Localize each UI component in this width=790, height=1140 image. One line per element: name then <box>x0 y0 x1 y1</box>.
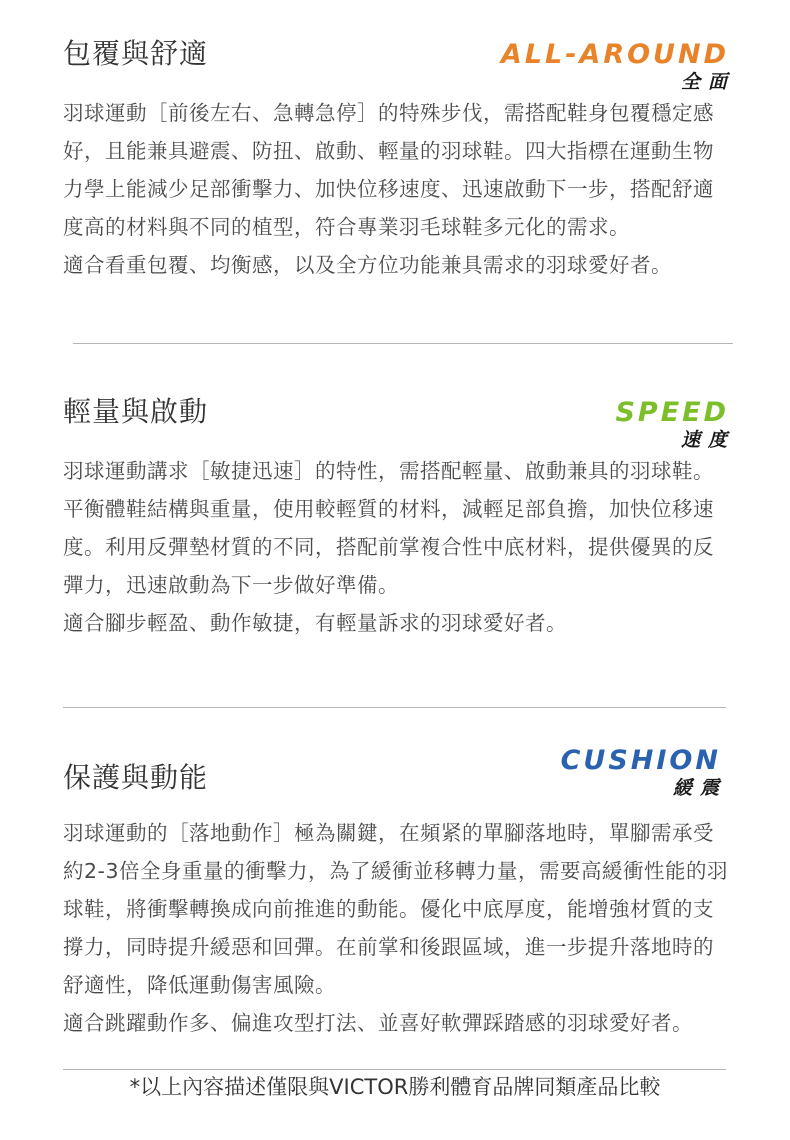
section-suitable-text: 適合跳躍動作多、偏進攻型打法、並喜好軟彈踩踏感的羽球愛好者。 <box>63 1011 693 1035</box>
section-paragraph: 羽球運動［前後左右、急轉急停］的特殊步伐，需搭配鞋身包覆穩定感好，且能兼具避震、防扭、啟動、輕量的羽球鞋。四大指標在運動生物力學上能減少足部衝擊力、加快位移速度、迅速啟動下一步，搭配舒適度高的材料與不同的植型，符合專業羽毛球鞋多元化的需求。 <box>63 101 714 239</box>
section-speed <box>63 392 735 642</box>
badge-english: ALL-AROUND <box>500 39 729 70</box>
badge-english: SPEED <box>615 397 729 428</box>
badge-chinese: 速度 <box>680 429 735 451</box>
section-divider <box>63 707 726 708</box>
section-suitable-text: 適合看重包覆、均衡感，以及全方位功能兼具需求的羽球愛好者。 <box>63 253 672 277</box>
cushion-badge <box>560 745 727 800</box>
section-paragraph: 羽球運動講求［敏捷迅速］的特性，需搭配輕量、啟動兼具的羽球鞋。平衡體鞋結構與重量，使用較輕質的材料，減輕足部負擔，加快位移速度。利用反彈墊材質的不同，搭配前掌複合性中底材料，提供優異的反彈力，迅速啟動為下一步做好準備。 <box>63 459 714 597</box>
section-body <box>63 452 729 642</box>
badge-english: CUSHION <box>560 745 721 776</box>
section-title: 保護與動能 <box>63 761 209 794</box>
section-title: 包覆與舒適 <box>63 37 209 70</box>
section-body <box>63 814 729 1042</box>
section-suitable-text: 適合腳步輕盈、動作敏捷，有輕量訴求的羽球愛好者。 <box>63 611 567 635</box>
all-around-badge <box>500 39 735 94</box>
footnote: *以上內容描述僅限與VICTOR勝利體育品牌同類產品比較 <box>129 1075 661 1099</box>
section-divider <box>73 343 733 344</box>
speed-badge <box>615 397 735 452</box>
badge-chinese: 緩震 <box>672 777 727 799</box>
section-divider <box>63 1069 726 1070</box>
section-all-around <box>63 34 735 314</box>
section-paragraph: 羽球運動的［落地動作］極為關鍵，在頻紧的單腳落地時，單腳需承受約2-3倍全身重量的衝擊力，為了緩衝並移轉力量，需要高緩衝性能的羽球鞋，將衝擊轉換成向前推進的動能。優化中底厚度，能增強材質的支撐力，同時提升緩惡和回彈。在前掌和後跟區域，進一步提升落地時的舒適性，降低運動傷害風險。 <box>63 821 728 997</box>
section-title: 輕量與啟動 <box>63 395 209 428</box>
section-cushion <box>63 745 729 1048</box>
section-body <box>63 94 729 284</box>
badge-chinese: 全面 <box>680 71 735 93</box>
